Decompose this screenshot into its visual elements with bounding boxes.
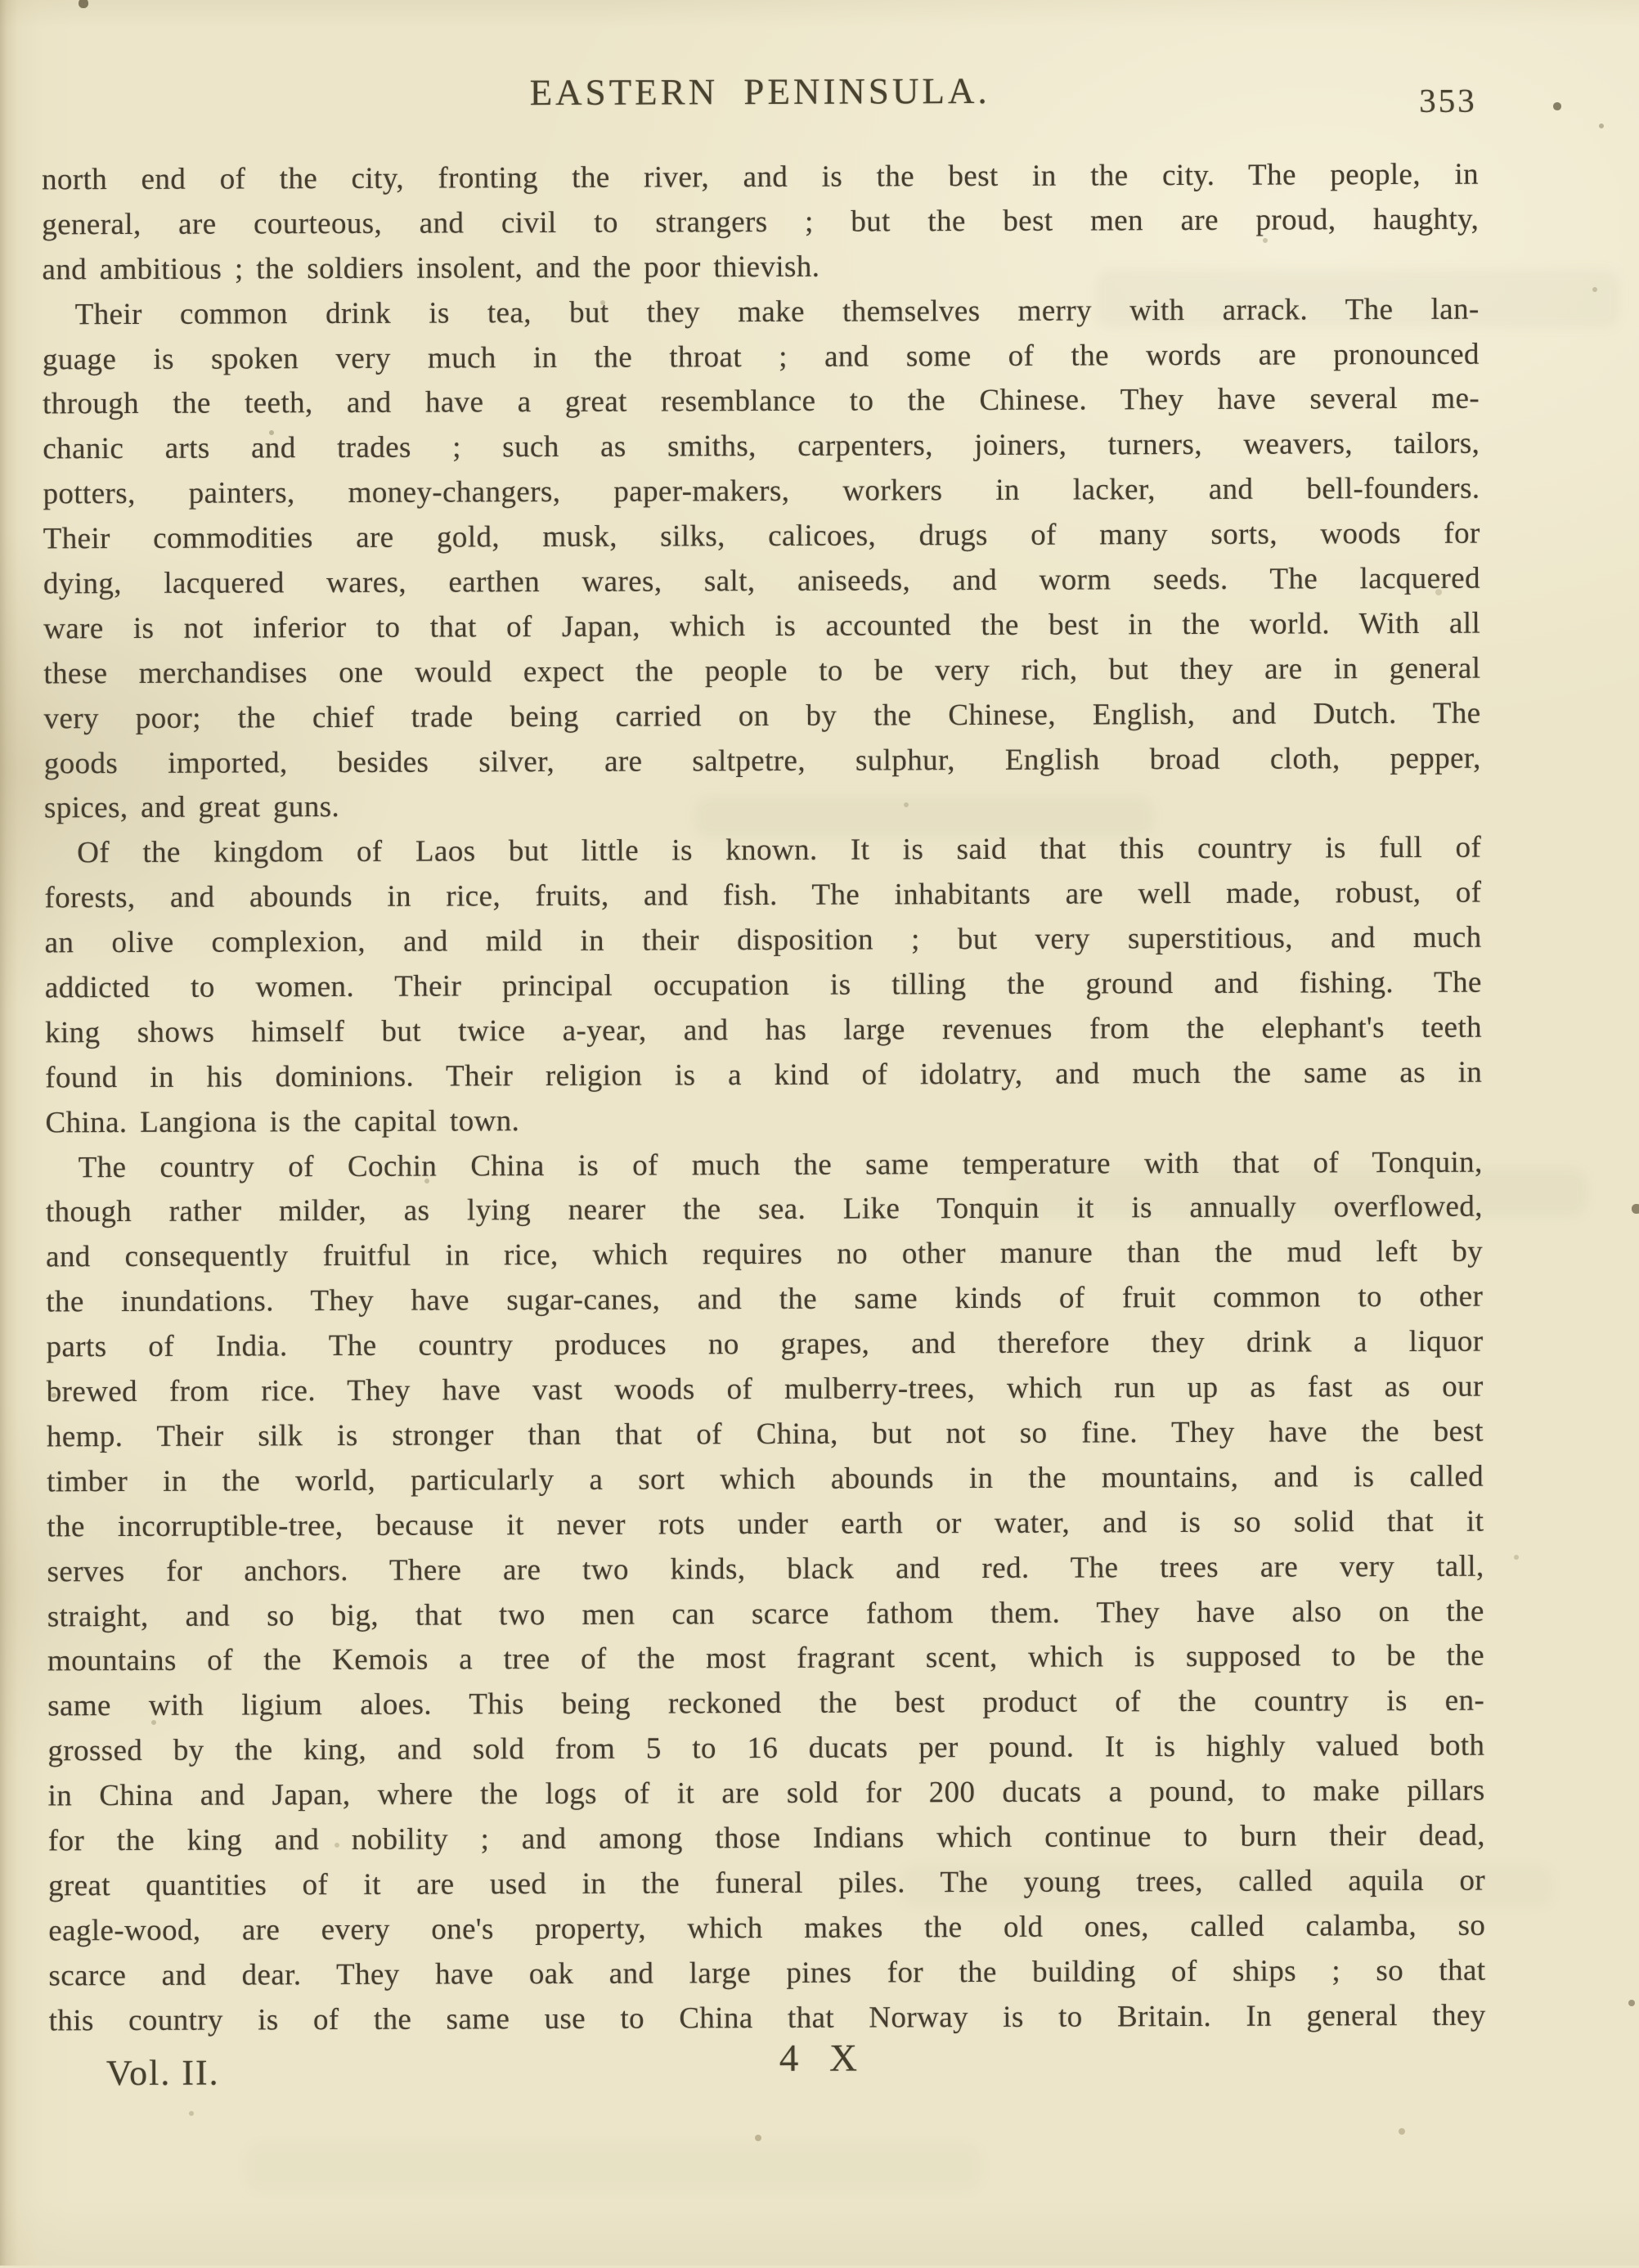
text-line: found in his dominions. Their religion is a kind of idolatry, and much the same as in xyxy=(45,1055,1483,1095)
text-line: The country of Cochin China is of much the same temperature with that of Tonquin, xyxy=(78,1145,1483,1184)
text-line: for the king and nobility ; and among those Indians which continue to burn their dead, xyxy=(47,1818,1485,1858)
text-line: grossed by the king, and sold from 5 to 16 ducats per pound. It is highly valued both xyxy=(47,1728,1485,1768)
text-line: serves for anchors. There are two kinds, black and red. The trees are very tall, xyxy=(47,1549,1484,1588)
text-line: spices, and great guns. xyxy=(43,790,340,825)
page-title: EASTERN PENINSULA. xyxy=(529,70,990,114)
text-line: and consequently fruitful in rice, which requires no other manure than the mud left by xyxy=(46,1234,1484,1274)
text-line: forests, and abounds in rice, fruits, and fish. The inhabitants are well made, robust, of xyxy=(44,875,1482,915)
text-line: brewed from rice. They have vast woods of mulberry-trees, which run up as fast as our xyxy=(46,1369,1484,1409)
text-line: great quantities of it are used in the funeral piles. The young trees, called aquila or xyxy=(47,1863,1486,1903)
running-head xyxy=(42,68,1479,131)
text-line: though rather milder, as lying nearer the sea. Like Tonquin it is annually overflowed, xyxy=(45,1190,1483,1229)
text-line: north end of the city, fronting the river, and is the best in the city. The people, in xyxy=(41,157,1480,197)
text-line: king shows himself but twice a-year, and has large revenues from the elephant's teeth xyxy=(44,1010,1483,1050)
text-line: chanic arts and trades ; such as smiths, carpenters, joiners, turners, weavers, tailors, xyxy=(43,426,1480,466)
text-line: same with ligium aloes. This being reckoned the best product of the country is en- xyxy=(47,1683,1485,1723)
volume-label: Vol. II. xyxy=(106,2052,220,2094)
text-line: and ambitious ; the soldiers insolent, and the poor thievish. xyxy=(42,249,820,287)
text-line: mountains of the Kemois a tree of the most fragrant scent, which is supposed to be the xyxy=(47,1639,1485,1678)
page-footer xyxy=(49,2034,1486,2113)
text-line: timber in the world, particularly a sort which abounds in the mountains, and is called xyxy=(47,1459,1484,1499)
page-number: 353 xyxy=(1419,81,1477,119)
text-line: this country is of the same use to China that Norway is to Britain. In general they xyxy=(48,1998,1486,2037)
text-line: the incorruptible-tree, because it never rots under earth or water, and is so solid that it xyxy=(47,1504,1484,1544)
page-content xyxy=(41,0,1487,2268)
text-line: scarce and dear. They have oak and large pines for the building of ships ; so that xyxy=(48,1953,1486,1992)
text-line: China. Langiona is the capital town. xyxy=(45,1103,520,1140)
text-line: Their common drink is tea, but they make themselves merry with arrack. The lan- xyxy=(74,292,1480,331)
text-line: addicted to women. Their principal occupation is tilling the ground and fishing. The xyxy=(44,965,1482,1005)
text-line: potters, painters, money-changers, paper-makers, workers in lacker, and bell-founders. xyxy=(43,471,1480,511)
text-line: hemp. Their silk is stronger than that of China, but not so fine. They have the best xyxy=(46,1414,1484,1454)
text-line: very poor; the chief trade being carried on by the Chinese, English, and Dutch. The xyxy=(43,696,1481,736)
text-line: ware is not inferior to that of Japan, which is accounted the best in the world. With all xyxy=(43,606,1481,646)
body-text xyxy=(42,153,1486,2044)
text-line: an olive complexion, and mild in their disposition ; but very superstitious, and much xyxy=(44,920,1482,960)
paper-specks xyxy=(0,0,3,3)
text-line: straight, and so big, that two men can scarce fathom them. They have also on the xyxy=(47,1594,1484,1633)
text-line: eagle-wood, are every one's property, which makes the old ones, called calamba, so xyxy=(48,1908,1486,1948)
text-line: the inundations. They have sugar-canes, and the same kinds of fruit common to other xyxy=(46,1279,1484,1319)
signature-mark: 4 X xyxy=(779,2037,860,2080)
text-line: guage is spoken very much in the throat ; and some of the words are pronounced xyxy=(42,337,1480,376)
text-line: dying, lacquered wares, earthen wares, salt, aniseeds, and worm seeds. The lacquered xyxy=(43,561,1481,601)
text-line: these merchandises one would expect the people to be very rich, but they are in general xyxy=(43,651,1481,691)
text-line: Their commodities are gold, musk, silks, calicoes, drugs of many sorts, woods for xyxy=(43,516,1480,556)
text-line: parts of India. The country produces no grapes, and therefore they drink a liquor xyxy=(46,1324,1484,1364)
text-line: in China and Japan, where the logs of it are sold for 200 ducats a pound, to make pillars xyxy=(47,1773,1485,1813)
text-line: general, are courteous, and civil to strangers ; but the best men are proud, haughty, xyxy=(42,202,1480,242)
text-line: goods imported, besides silver, are saltpetre, sulphur, English broad cloth, pepper, xyxy=(43,741,1481,780)
text-line: Of the kingdom of Laos but little is known. It is said that this country is full of xyxy=(77,830,1482,870)
text-line: through the teeth, and have a great resemblance to the Chinese. They have several me- xyxy=(43,382,1480,421)
